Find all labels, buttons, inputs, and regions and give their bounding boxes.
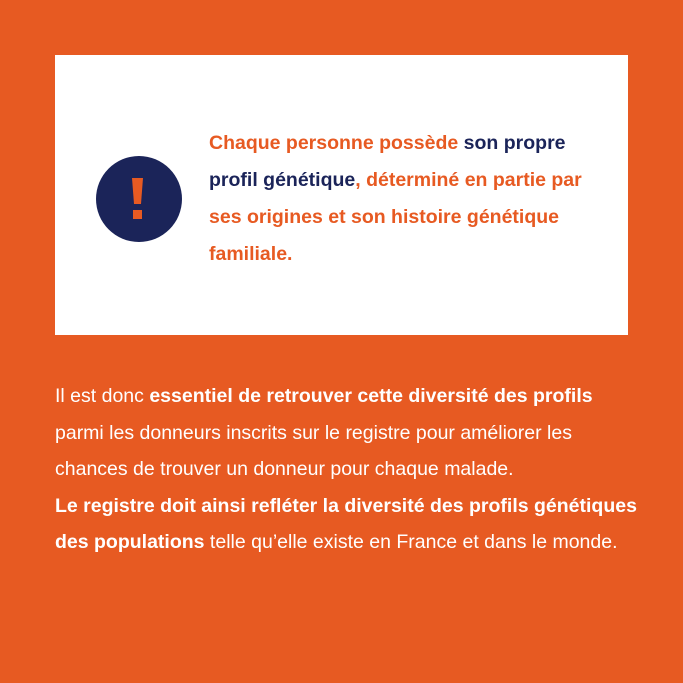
callout-text [209, 125, 589, 273]
p1-text-a: Il est donc [55, 385, 150, 407]
exclamation-icon [96, 156, 182, 242]
callout-part3: , déterminé en partie par ses origines et son histoire génétique familiale. [209, 169, 582, 265]
paragraph-2 [55, 488, 645, 561]
info-card [55, 55, 628, 335]
callout-part1: Chaque personne possède [209, 132, 464, 154]
callout-highlight: son propre profil génétique [209, 132, 566, 191]
p2-text-b: telle qu’elle existe en France et dans le monde. [204, 531, 618, 553]
body-text [55, 378, 645, 561]
p1-text-c: parmi les donneurs inscrits sur le registre pour améliorer les chances de trouver un donneur pour chaque malade. [55, 421, 572, 480]
paragraph-1 [55, 378, 645, 488]
p2-emphasis: Le registre doit ainsi refléter la diversité des profils génétiques des populations [55, 494, 637, 553]
p1-emphasis: essentiel de retrouver cette diversité des profils [149, 385, 593, 407]
